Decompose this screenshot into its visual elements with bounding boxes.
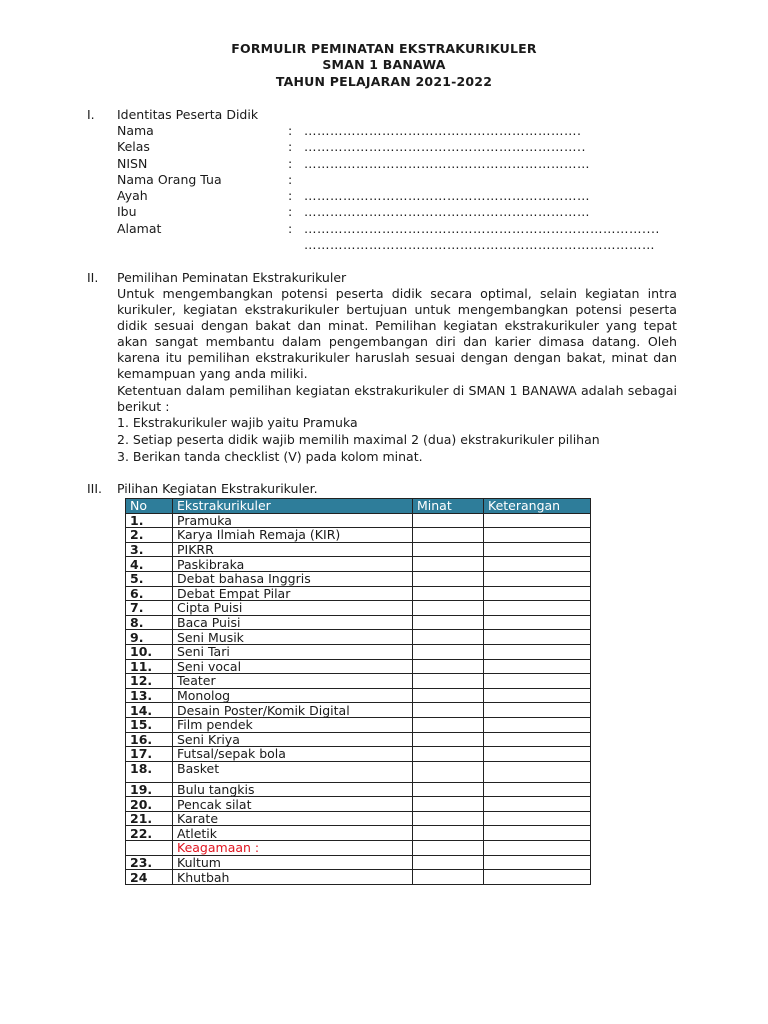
row-number: 6.: [126, 586, 173, 601]
row-number: 5.: [126, 571, 173, 586]
rule-item: 3. Berikan tanda checklist (V) pada kolom minat.: [117, 449, 423, 464]
keterangan-cell[interactable]: [484, 688, 591, 703]
table-row: [126, 615, 591, 630]
keterangan-cell[interactable]: [484, 782, 591, 797]
field-colon: :: [288, 188, 293, 203]
column-header-minat: Minat: [413, 499, 484, 514]
minat-cell[interactable]: [413, 601, 484, 616]
row-number: 20.: [126, 797, 173, 812]
keterangan-cell[interactable]: [484, 855, 591, 870]
activity-name: Karya Ilmiah Remaja (KIR): [173, 528, 413, 543]
keterangan-cell[interactable]: [484, 717, 591, 732]
activity-name: Seni Tari: [173, 644, 413, 659]
field-label-ibu: Ibu: [117, 204, 137, 219]
section-3-title: Pilihan Kegiatan Ekstrakurikuler.: [117, 481, 318, 496]
section-1-title: Identitas Peserta Didik: [117, 107, 259, 122]
section-1-number: I.: [87, 107, 95, 122]
row-number: 10.: [126, 644, 173, 659]
school-name: SMAN 1 BANAWA: [322, 57, 446, 72]
rule-item: 2. Setiap peserta didik wajib memilih maximal 2 (dua) ekstrakurikuler pilihan: [117, 432, 600, 447]
column-header-keterangan: Keterangan: [484, 499, 591, 514]
field-input-ibu[interactable]: …………………………………………………………: [304, 204, 590, 219]
keterangan-cell[interactable]: [484, 615, 591, 630]
keterangan-cell[interactable]: [484, 528, 591, 543]
activity-name: Bulu tangkis: [173, 782, 413, 797]
row-number: 19.: [126, 782, 173, 797]
activity-name: Pencak silat: [173, 797, 413, 812]
activity-name: Baca Puisi: [173, 615, 413, 630]
activity-name: Debat bahasa Inggris: [173, 571, 413, 586]
section-2-title: Pemilihan Peminatan Ekstrakurikuler: [117, 270, 347, 285]
field-input-kelas[interactable]: ………………………………………………………..: [304, 139, 586, 154]
extracurricular-table: [125, 498, 591, 885]
keterangan-cell[interactable]: [484, 601, 591, 616]
table-row: [126, 688, 591, 703]
row-number: 17.: [126, 747, 173, 762]
minat-cell[interactable]: [413, 747, 484, 762]
activity-name: Kultum: [173, 855, 413, 870]
field-input-alamat-line2[interactable]: ………………………………………………………………………: [304, 237, 655, 252]
row-number: 18.: [126, 761, 173, 782]
minat-cell[interactable]: [413, 528, 484, 543]
activity-name: Seni vocal: [173, 659, 413, 674]
row-number: 23.: [126, 855, 173, 870]
table-row: [126, 644, 591, 659]
keterangan-cell[interactable]: [484, 703, 591, 718]
keterangan-cell[interactable]: [484, 797, 591, 812]
minat-cell[interactable]: [413, 717, 484, 732]
activity-name: Basket: [173, 761, 413, 782]
table-row: [126, 826, 591, 841]
academic-year: TAHUN PELAJARAN 2021-2022: [275, 74, 493, 89]
minat-cell[interactable]: [413, 826, 484, 841]
column-header-no: No: [126, 499, 173, 514]
keterangan-cell[interactable]: [484, 732, 591, 747]
minat-cell[interactable]: [413, 855, 484, 870]
minat-cell[interactable]: [413, 542, 484, 557]
keterangan-cell[interactable]: [484, 586, 591, 601]
activity-name: Futsal/sepak bola: [173, 747, 413, 762]
keterangan-cell[interactable]: [484, 659, 591, 674]
keterangan-cell[interactable]: [484, 811, 591, 826]
rules-intro: Ketentuan dalam pemilihan kegiatan ekstrakurikuler di SMAN 1 BANAWA adalah sebagai berikut :: [117, 383, 677, 414]
row-number: 4.: [126, 557, 173, 572]
keterangan-cell[interactable]: [484, 826, 591, 841]
minat-cell[interactable]: [413, 870, 484, 885]
table-row: [126, 855, 591, 870]
section-2-paragraph: Untuk mengembangkan potensi peserta didik secara optimal, selain kegiatan intra kurikuler, kegiatan ekstrakurikuler bertujuan untuk mengembangkan potensi peserta didik sesuai dengan bakat dan minat. Pemilihan kegiatan ekstrakurikuler yang tepat akan sangat membantu dalam pengembangan diri dan karier dimasa datang. Oleh karena itu pemilihan ekstrakurikuler haruslah sesuai dengan dengan bakat, minat dan kemampuan yang anda miliki.: [117, 286, 677, 381]
minat-cell[interactable]: [413, 782, 484, 797]
form-title: FORMULIR PEMINATAN EKSTRAKURIKULER: [231, 41, 537, 56]
minat-cell[interactable]: [413, 674, 484, 689]
activity-name: Seni Musik: [173, 630, 413, 645]
field-colon: :: [288, 172, 293, 187]
minat-cell[interactable]: [413, 571, 484, 586]
table-row: [126, 747, 591, 762]
table-row: [126, 528, 591, 543]
activity-name: Pramuka: [173, 513, 413, 528]
minat-cell[interactable]: [413, 586, 484, 601]
keterangan-cell[interactable]: [484, 513, 591, 528]
activity-name: Seni Kriya: [173, 732, 413, 747]
minat-cell[interactable]: [413, 557, 484, 572]
table-row: [126, 797, 591, 812]
field-colon: :: [288, 123, 293, 138]
minat-cell[interactable]: [413, 811, 484, 826]
activity-name: Film pendek: [173, 717, 413, 732]
activity-name: Paskibraka: [173, 557, 413, 572]
row-number: 24: [126, 870, 173, 885]
row-number: 3.: [126, 542, 173, 557]
keterangan-cell[interactable]: [484, 747, 591, 762]
minat-cell[interactable]: [413, 732, 484, 747]
keterangan-cell[interactable]: [484, 630, 591, 645]
table-category-row: [126, 841, 591, 856]
field-input-nama[interactable]: ……………………………………………………….: [304, 123, 582, 138]
minat-cell[interactable]: [413, 659, 484, 674]
minat-cell[interactable]: [413, 630, 484, 645]
activity-name: Monolog: [173, 688, 413, 703]
field-input-nisn[interactable]: …………………………………………………………: [304, 156, 590, 171]
row-number: 7.: [126, 601, 173, 616]
keterangan-cell[interactable]: [484, 542, 591, 557]
minat-cell[interactable]: [413, 761, 484, 782]
table-row: [126, 761, 591, 782]
field-label-alamat: Alamat: [117, 221, 162, 236]
table-row: [126, 732, 591, 747]
table-row: [126, 870, 591, 885]
column-header-ekstrakurikuler: Ekstrakurikuler: [173, 499, 413, 514]
activity-name: Cipta Puisi: [173, 601, 413, 616]
row-number: 1.: [126, 513, 173, 528]
activity-name: Atletik: [173, 826, 413, 841]
field-input-ayah[interactable]: …………………………………………………………: [304, 188, 590, 203]
activity-name: PIKRR: [173, 542, 413, 557]
field-colon: :: [288, 139, 293, 154]
keterangan-cell: [484, 841, 591, 856]
keterangan-cell[interactable]: [484, 870, 591, 885]
row-number: 16.: [126, 732, 173, 747]
minat-cell[interactable]: [413, 644, 484, 659]
minat-cell[interactable]: [413, 615, 484, 630]
minat-cell[interactable]: [413, 797, 484, 812]
rule-item: 1. Ekstrakurikuler wajib yaitu Pramuka: [117, 415, 358, 430]
minat-cell: [413, 841, 484, 856]
row-number: 15.: [126, 717, 173, 732]
row-number: 14.: [126, 703, 173, 718]
row-number: 9.: [126, 630, 173, 645]
section-2-number: II.: [87, 270, 99, 285]
table-row: [126, 630, 591, 645]
field-label-nama: Nama: [117, 123, 154, 138]
table-row: [126, 557, 591, 572]
field-label-kelas: Kelas: [117, 139, 150, 154]
table-row: [126, 717, 591, 732]
table-row: [126, 542, 591, 557]
table-row: [126, 811, 591, 826]
minat-cell[interactable]: [413, 688, 484, 703]
table-row: [126, 513, 591, 528]
table-row: [126, 659, 591, 674]
field-input-alamat[interactable]: ……………………………………………………………………....: [304, 221, 660, 236]
minat-cell[interactable]: [413, 703, 484, 718]
activity-name: Khutbah: [173, 870, 413, 885]
section-3-number: III.: [87, 481, 103, 496]
activity-name: Debat Empat Pilar: [173, 586, 413, 601]
activity-name: Desain Poster/Komik Digital: [173, 703, 413, 718]
field-label-nama-orang-tua: Nama Orang Tua: [117, 172, 222, 187]
field-label-ayah: Ayah: [117, 188, 148, 203]
row-number: 8.: [126, 615, 173, 630]
row-number: 12.: [126, 674, 173, 689]
keterangan-cell[interactable]: [484, 557, 591, 572]
table-row: [126, 782, 591, 797]
row-number: 21.: [126, 811, 173, 826]
row-number: 2.: [126, 528, 173, 543]
keterangan-cell[interactable]: [484, 761, 591, 782]
keterangan-cell[interactable]: [484, 571, 591, 586]
table-row: [126, 703, 591, 718]
activity-name: Teater: [173, 674, 413, 689]
table-row: [126, 571, 591, 586]
table-row: [126, 674, 591, 689]
table-row: [126, 601, 591, 616]
category-label-keagamaan: Keagamaan :: [173, 841, 413, 856]
row-number: 13.: [126, 688, 173, 703]
keterangan-cell[interactable]: [484, 644, 591, 659]
row-number: 11.: [126, 659, 173, 674]
field-colon: :: [288, 221, 293, 236]
minat-cell[interactable]: [413, 513, 484, 528]
row-number: 22.: [126, 826, 173, 841]
field-colon: :: [288, 156, 293, 171]
row-number: [126, 841, 173, 856]
field-label-nisn: NISN: [117, 156, 148, 171]
activity-name: Karate: [173, 811, 413, 826]
table-row: [126, 586, 591, 601]
keterangan-cell[interactable]: [484, 674, 591, 689]
field-colon: :: [288, 204, 293, 219]
